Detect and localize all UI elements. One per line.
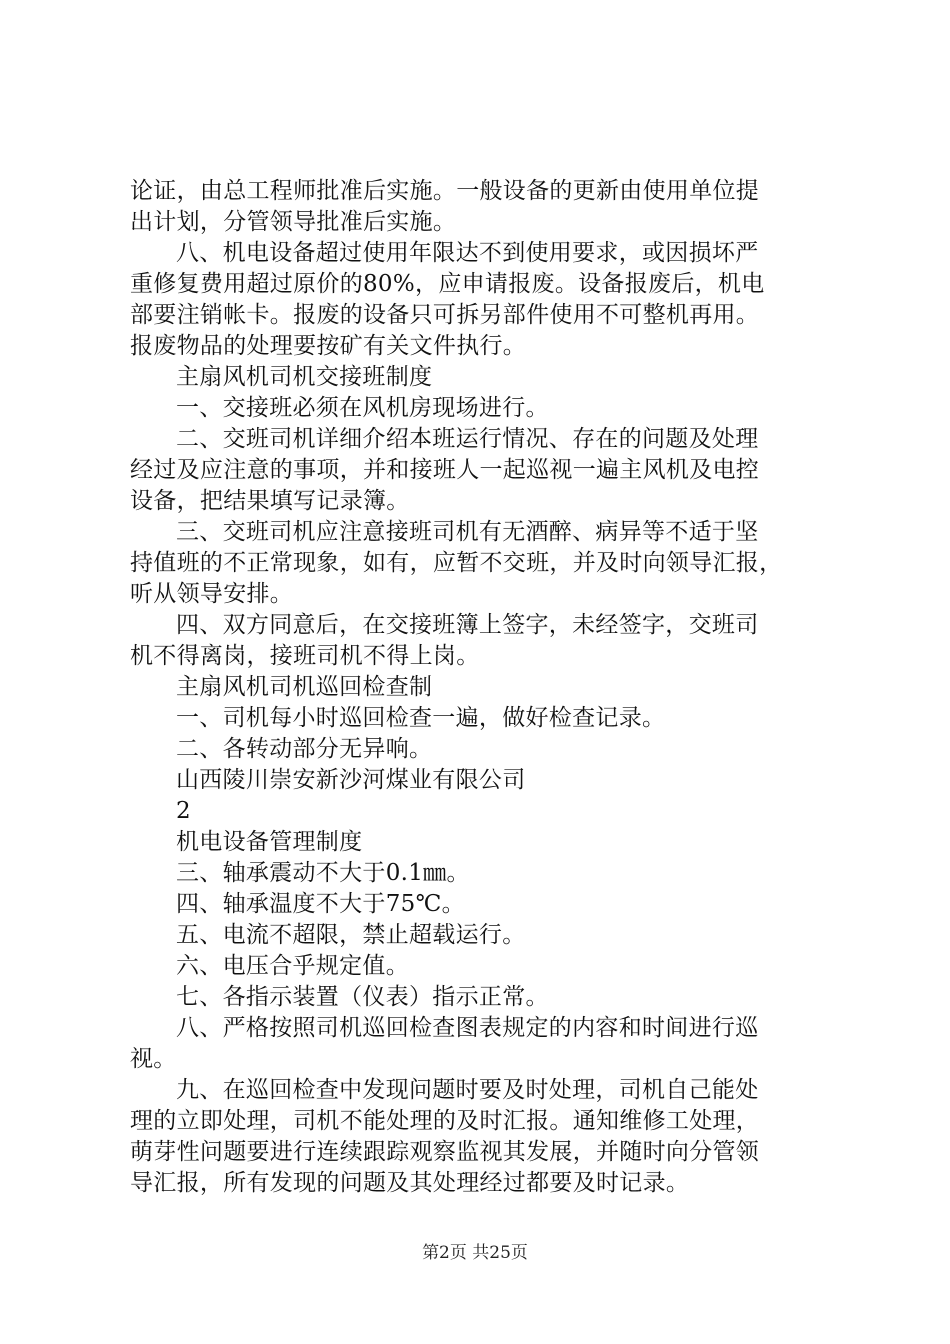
text-line: 二、各转动部分无异响。 — [176, 736, 433, 762]
text-line: 萌芽性问题要进行连续跟踪观察监视其发展，并随时向分管领 — [130, 1139, 760, 1165]
text-line: 2 — [176, 798, 191, 824]
text-line: 三、轴承震动不大于0.1㎜。 — [176, 860, 470, 886]
text-line: 论证，由总工程师批准后实施。一般设备的更新由使用单位提 — [130, 178, 760, 204]
text-line: 一、司机每小时巡回检查一遍，做好检查记录。 — [176, 705, 666, 731]
text-line: 主扇风机司机交接班制度 — [176, 364, 433, 390]
text-line: 三、交班司机应注意接班司机有无酒醉、病异等不适于坚 — [176, 519, 759, 545]
text-line: 四、轴承温度不大于75℃。 — [176, 891, 465, 917]
text-line: 重修复费用超过原价的80%，应申请报废。设备报废后，机电 — [130, 271, 765, 297]
text-line: 二、交班司机详细介绍本班运行情况、存在的问题及处理 — [176, 426, 759, 452]
text-line: 导汇报，所有发现的问题及其处理经过都要及时记录。 — [130, 1170, 690, 1196]
text-line: 四、双方同意后，在交接班簿上签字，未经签字，交班司 — [176, 612, 759, 638]
text-line: 九、在巡回检查中发现问题时要及时处理，司机自己能处 — [176, 1077, 759, 1103]
text-line: 理的立即处理，司机不能处理的及时汇报。通知维修工处理， — [130, 1108, 760, 1134]
text-line: 听从领导安排。 — [130, 581, 294, 607]
text-line: 山西陵川崇安新沙河煤业有限公司 — [176, 767, 526, 793]
text-line: 六、电压合乎规定值。 — [176, 953, 409, 979]
text-line: 七、各指示装置（仪表）指示正常。 — [176, 984, 549, 1010]
text-line: 设备，把结果填写记录簿。 — [130, 488, 410, 514]
text-line: 机不得离岗，接班司机不得上岗。 — [130, 643, 480, 669]
text-line: 五、电流不超限，禁止超载运行。 — [176, 922, 526, 948]
text-line: 主扇风机司机巡回检查制 — [176, 674, 433, 700]
text-line: 一、交接班必须在风机房现场进行。 — [176, 395, 549, 421]
text-line: 报废物品的处理要按矿有关文件执行。 — [130, 333, 527, 359]
document-body — [130, 176, 840, 1199]
text-line: 持值班的不正常现象，如有，应暂不交班，并及时向领导汇报， — [130, 550, 783, 576]
text-line: 八、严格按照司机巡回检查图表规定的内容和时间进行巡 — [176, 1015, 759, 1041]
page-number-footer: 第2页 共25页 — [422, 1243, 528, 1263]
text-line: 部要注销帐卡。报废的设备只可拆另部件使用不可整机再用。 — [130, 302, 760, 328]
text-line: 机电设备管理制度 — [176, 829, 363, 855]
text-line: 视。 — [130, 1046, 177, 1072]
text-line: 出计划，分管领导批准后实施。 — [130, 209, 457, 235]
text-line: 经过及应注意的事项，并和接班人一起巡视一遍主风机及电控 — [130, 457, 760, 483]
text-line: 八、机电设备超过使用年限达不到使用要求，或因损坏严 — [176, 240, 759, 266]
